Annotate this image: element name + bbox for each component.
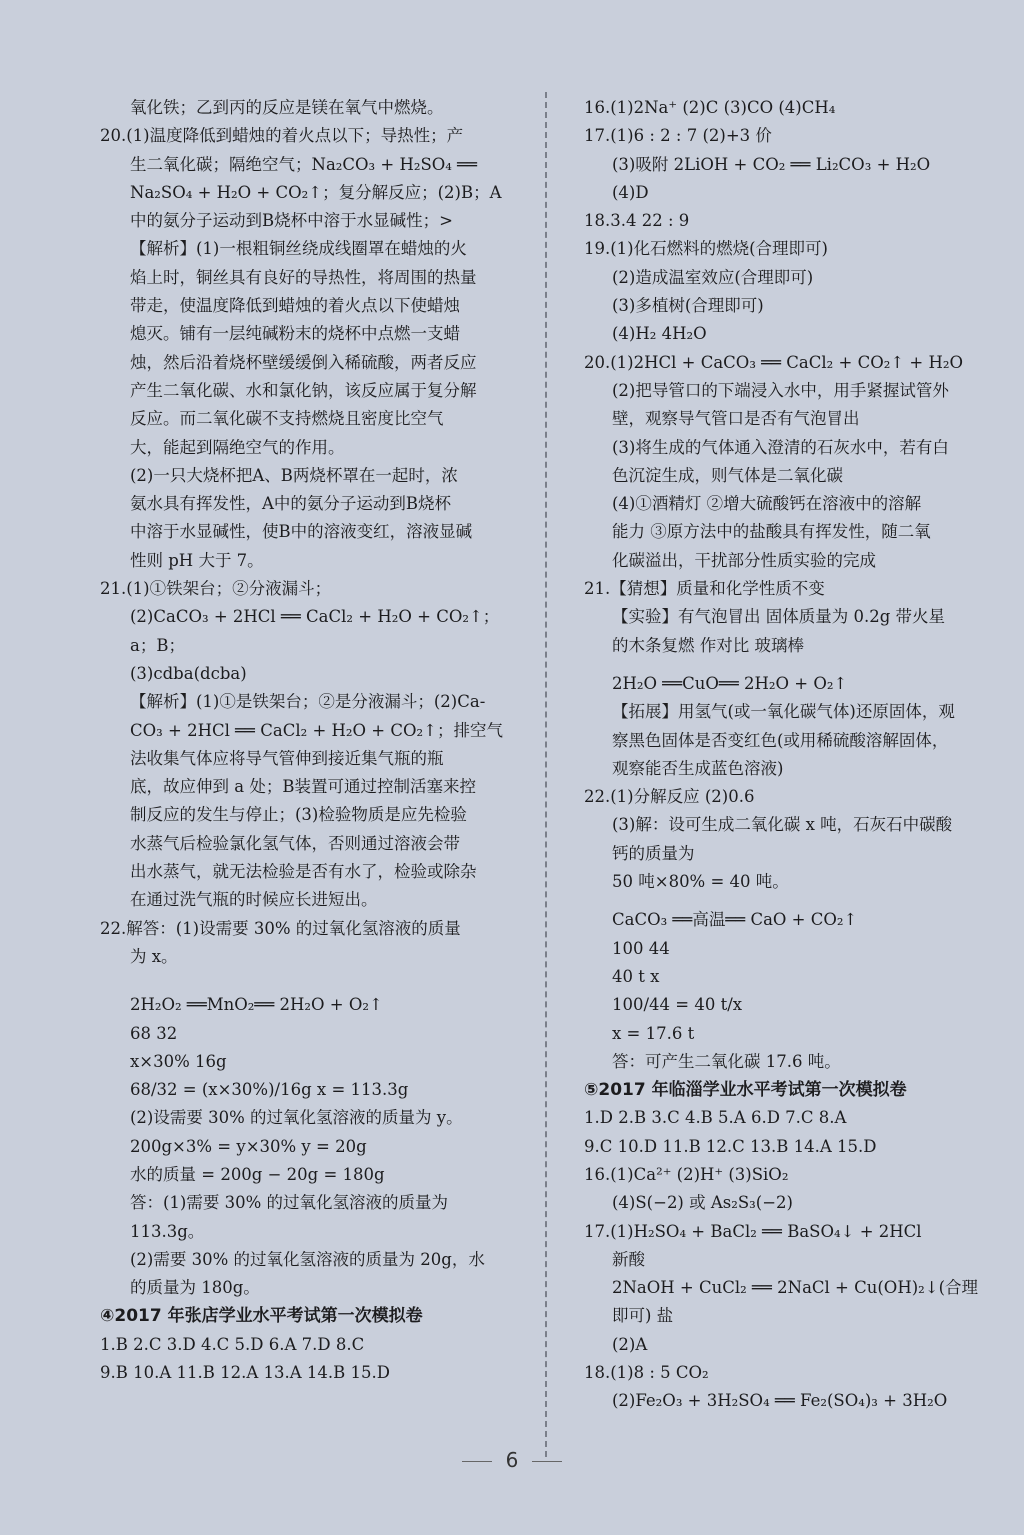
answer-line: 的木条复燃 作对比 玻璃棒 (612, 635, 804, 655)
answer-line: 17.(1)6 : 2 : 7 (2)+3 价 (584, 126, 772, 146)
answer-line: 【拓展】用氢气(或一氧化碳气体)还原固体，观 (612, 702, 955, 722)
answer-line: 在通过洗气瓶的时候应长进短出。 (130, 890, 378, 910)
answer-line: 答：(1)需要 30% 的过氧化氢溶液的质量为 (130, 1193, 449, 1213)
answer-line: 钙的质量为 (612, 843, 695, 863)
column-divider (545, 92, 547, 1457)
answer-line: 22.解答：(1)设需要 30% 的过氧化氢溶液的质量 (100, 918, 461, 938)
answer-line: 113.3g。 (130, 1221, 205, 1241)
answer-line: 16.(1)2Na⁺ (2)C (3)CO (4)CH₄ (584, 98, 836, 117)
answer-line: 制反应的发生与停止；(3)检验物质是应先检验 (130, 805, 467, 825)
answer-line: 法收集气体应将导气管伸到接近集气瓶的瓶 (130, 748, 444, 768)
answer-line: (4)H₂ 4H₂O (612, 324, 707, 344)
answer-line: 出水蒸气，就无法检验是否有水了，检验或除杂 (130, 862, 477, 882)
answer-line: 2H₂O₂ ══MnO₂══ 2H₂O + O₂↑ (130, 995, 383, 1015)
answer-line: 底，故应伸到 a 处；B装置可通过控制活塞来控 (130, 777, 476, 797)
answer-line: 带走，使温度降低到蜡烛的着火点以下使蜡烛 (130, 296, 460, 316)
page-number-dash-left (462, 1461, 492, 1462)
answer-line: (2)需要 30% 的过氧化氢溶液的质量为 20g，水 (130, 1249, 485, 1269)
answer-line: 化碳溢出，干扰部分性质实验的完成 (612, 550, 876, 570)
answer-line: 能力 ③原方法中的盐酸具有挥发性，随二氧 (612, 522, 931, 542)
answer-line: (2)一只大烧杯把A、B两烧杯罩在一起时，浓 (130, 465, 458, 485)
answer-line: (2)Fe₂O₃ + 3H₂SO₄ ══ Fe₂(SO₄)₃ + 3H₂O (612, 1391, 948, 1411)
answer-line: (2)把导管口的下端浸入水中，用手紧握试管外 (612, 380, 949, 400)
answer-line: (2)设需要 30% 的过氧化氢溶液的质量为 y。 (130, 1108, 463, 1128)
answer-line: 大，能起到隔绝空气的作用。 (130, 437, 345, 457)
answer-line: 50 吨×80% = 40 吨。 (612, 872, 789, 892)
answer-line: 【解析】(1)①是铁架台；②是分液漏斗；(2)Ca- (130, 692, 486, 712)
answer-line: (4)①酒精灯 ②增大硫酸钙在溶液中的溶解 (612, 494, 922, 514)
answer-line (584, 896, 1004, 906)
answer-line: 20.(1)温度降低到蜡烛的着火点以下；导热性；产 (100, 126, 464, 146)
answer-line: 9.B 10.A 11.B 12.A 13.A 14.B 15.D (100, 1363, 391, 1383)
answer-line: (3)cdba(dcba) (130, 663, 247, 683)
answer-line: 壁，观察导气管口是否有气泡冒出 (612, 409, 860, 429)
answer-line: (4)S(−2) 或 As₂S₃(−2) (612, 1193, 793, 1213)
answer-line: 产生二氧化碳、水和氯化钠，该反应属于复分解 (130, 380, 477, 400)
answer-line: 20.(1)2HCl + CaCO₃ ══ CaCl₂ + CO₂↑ + H₂O (584, 352, 964, 372)
answer-line: 100 44 (612, 938, 670, 958)
answer-line: 即可) 盐 (612, 1306, 674, 1326)
answer-line: 察黑色固体是否变红色(或用稀硫酸溶解固体， (612, 730, 949, 750)
answer-line: a；B； (130, 635, 185, 655)
page-number-text: 6 (505, 1448, 519, 1472)
answer-line: 烛，然后沿着烧杯壁缓缓倒入稀硫酸，两者反应 (130, 352, 477, 372)
answer-line: x = 17.6 t (612, 1023, 695, 1043)
answer-line: (2)CaCO₃ + 2HCl ══ CaCl₂ + H₂O + CO₂↑； (130, 607, 500, 627)
answer-line: 100/44 = 40 t/x (612, 995, 743, 1015)
answer-line: 200g×3% = y×30% y = 20g (130, 1136, 367, 1156)
answer-line: 答：可产生二氧化碳 17.6 吨。 (612, 1051, 841, 1071)
answer-line: 16.(1)Ca²⁺ (2)H⁺ (3)SiO₂ (584, 1164, 789, 1184)
answer-line: 18.(1)8 : 5 CO₂ (584, 1363, 709, 1383)
answer-line: 1.D 2.B 3.C 4.B 5.A 6.D 7.C 8.A (584, 1108, 847, 1128)
answer-line: 68/32 = (x×30%)/16g x = 113.3g (130, 1080, 409, 1100)
answer-line: 反应。而二氧化碳不支持燃烧且密度比空气 (130, 409, 444, 429)
left-column (100, 94, 518, 1387)
answer-line: 中的氨分子运动到B烧杯中溶于水显碱性；> (130, 211, 453, 231)
answer-line: 氧化铁；乙到丙的反应是镁在氧气中燃烧。 (130, 98, 444, 117)
answer-line: 68 32 (130, 1023, 178, 1043)
answer-line: 的质量为 180g。 (130, 1278, 260, 1298)
answer-line: 焰上时，铜丝具有良好的导热性，将周围的热量 (130, 267, 477, 287)
answer-line: 18.3.4 22 : 9 (584, 211, 690, 231)
answer-line: 2NaOH + CuCl₂ ══ 2NaCl + Cu(OH)₂↓(合理 (612, 1278, 979, 1298)
page-number-dash-right (532, 1461, 562, 1462)
answer-line: 【解析】(1)一根粗铜丝绕成线圈罩在蜡烛的火 (130, 239, 467, 259)
answer-line: 17.(1)H₂SO₄ + BaCl₂ ══ BaSO₄↓ + 2HCl (584, 1221, 922, 1241)
answer-line: 水的质量 = 200g − 20g = 180g (130, 1164, 385, 1184)
answer-line: 40 t x (612, 966, 660, 986)
right-column (584, 94, 1004, 1416)
answer-line: (2)A (612, 1334, 648, 1354)
answer-line (100, 971, 518, 991)
answer-line: 熄灭。铺有一层纯碱粉末的烧杯中点燃一支蜡 (130, 324, 460, 344)
page-number (0, 1448, 1024, 1472)
answer-line: CO₃ + 2HCl ══ CaCl₂ + H₂O + CO₂↑；排空气 (130, 720, 503, 740)
answer-line: 21.(1)①铁架台；②分液漏斗； (100, 579, 332, 599)
answer-line: (2)造成温室效应(合理即可) (612, 267, 814, 287)
answer-line: 新酸 (612, 1249, 645, 1269)
section-heading: ④2017 年张店学业水平考试第一次模拟卷 (100, 1306, 423, 1327)
answer-line: 21.【猜想】质量和化学性质不变 (584, 579, 825, 599)
answer-line: (4)D (612, 182, 649, 202)
answer-line: 生二氧化碳；隔绝空气；Na₂CO₃ + H₂SO₄ ══ (130, 154, 478, 174)
answer-line: (3)将生成的气体通入澄清的石灰水中，若有白 (612, 437, 949, 457)
answer-line: 为 x。 (130, 946, 178, 966)
answer-line: 9.C 10.D 11.B 12.C 13.B 14.A 15.D (584, 1136, 877, 1156)
answer-line: 水蒸气后检验氯化氢气体，否则通过溶液会带 (130, 833, 460, 853)
answer-line: 氨水具有挥发性，A中的氨分子运动到B烧杯 (130, 494, 452, 514)
answer-line: 19.(1)化石燃料的燃烧(合理即可) (584, 239, 828, 259)
answer-line: CaCO₃ ══高温══ CaO + CO₂↑ (612, 910, 858, 930)
section-heading: ⑤2017 年临淄学业水平考试第一次模拟卷 (584, 1080, 907, 1101)
answer-line: 2H₂O ══CuO══ 2H₂O + O₂↑ (612, 673, 848, 693)
answer-line: (3)解：设可生成二氧化碳 x 吨，石灰石中碳酸 (612, 815, 953, 835)
answer-line: 色沉淀生成，则气体是二氧化碳 (612, 465, 843, 485)
answer-line: 【实验】有气泡冒出 固体质量为 0.2g 带火星 (612, 607, 946, 627)
answer-line: 中溶于水显碱性，使B中的溶液变红，溶液显碱 (130, 522, 473, 542)
answer-line: 22.(1)分解反应 (2)0.6 (584, 787, 755, 807)
answer-line: 观察能否生成蓝色溶液) (612, 758, 784, 778)
answer-line: (3)吸附 2LiOH + CO₂ ══ Li₂CO₃ + H₂O (612, 154, 931, 174)
answer-line: 1.B 2.C 3.D 4.C 5.D 6.A 7.D 8.C (100, 1334, 365, 1354)
answer-line: (3)多植树(合理即可) (612, 296, 764, 316)
answer-line: Na₂SO₄ + H₂O + CO₂↑；复分解反应；(2)B；A (130, 182, 502, 202)
answer-line: x×30% 16g (130, 1051, 227, 1071)
answer-line: 性则 pH 大于 7。 (130, 550, 264, 570)
answer-line (584, 660, 1004, 670)
